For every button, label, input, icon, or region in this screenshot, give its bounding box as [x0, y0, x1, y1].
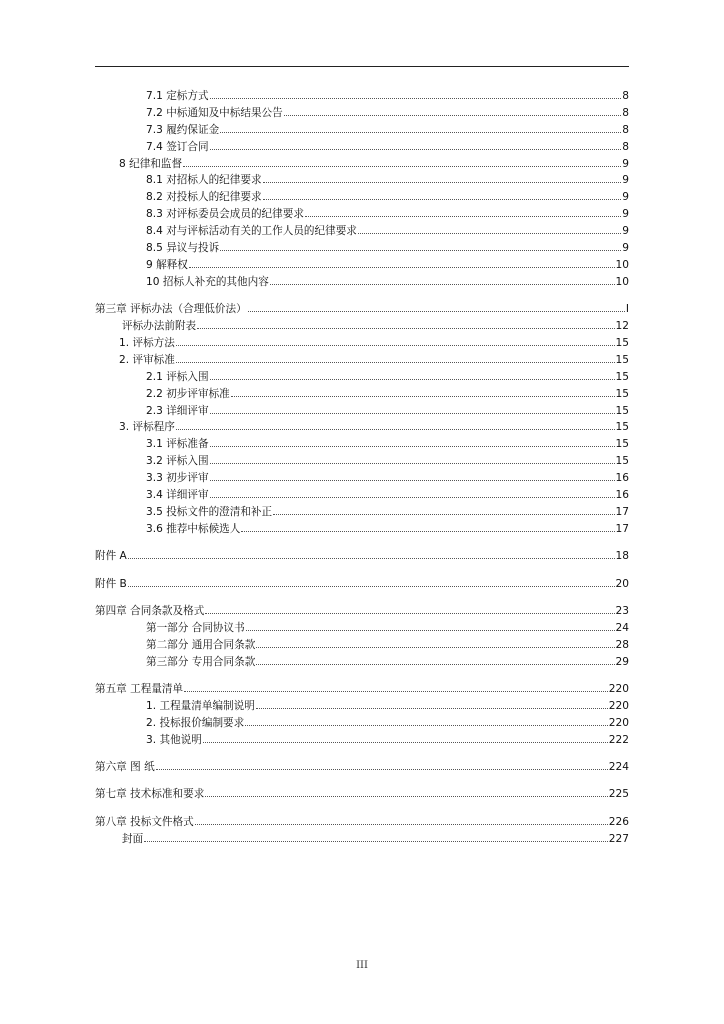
toc-entry-page: 16	[615, 472, 629, 485]
toc-entry[interactable]	[95, 504, 629, 521]
toc-entry-page: 17	[615, 522, 629, 535]
toc-entry-page: 9	[622, 174, 629, 187]
toc-entry[interactable]	[95, 206, 629, 223]
toc-entry-page: 28	[615, 638, 629, 651]
toc-entry-page: 9	[622, 242, 629, 255]
toc-entry-title: 评标办法前附表	[122, 320, 197, 333]
toc-entry-page: 8	[622, 140, 629, 153]
toc-entry-title: 2.2 初步评审标准	[146, 387, 230, 400]
toc-entry-title: 8.2 对投标人的纪律要求	[146, 191, 262, 204]
toc-entry[interactable]	[95, 335, 629, 352]
toc-entry[interactable]	[95, 470, 629, 487]
dot-leader	[220, 132, 621, 133]
toc-entry[interactable]	[95, 831, 629, 848]
toc-entry[interactable]	[95, 759, 629, 776]
toc-entry[interactable]	[95, 576, 629, 593]
toc-entry-page: 220	[608, 699, 629, 712]
toc-entry-title: 附件 B	[95, 577, 127, 590]
toc-entry-page: 15	[615, 421, 629, 434]
toc-entry-page: 15	[615, 404, 629, 417]
header-rule	[95, 66, 629, 67]
toc-entry-page: 15	[615, 370, 629, 383]
dot-leader	[144, 841, 608, 842]
toc-entry-page: 16	[615, 488, 629, 501]
toc-entry[interactable]	[95, 603, 629, 620]
toc-entry-page: 9	[622, 191, 629, 204]
toc-entry-title: 3. 其他说明	[146, 733, 202, 746]
dot-leader	[263, 182, 622, 183]
dot-leader	[246, 630, 615, 631]
dot-leader	[210, 497, 615, 498]
toc-entry-title: 7.2 中标通知及中标结果公告	[146, 106, 283, 119]
toc-entry-title: 9 解释权	[146, 258, 188, 271]
toc-entry-title: 2. 评审标准	[119, 353, 175, 366]
toc-entry-title: 3.5 投标文件的澄清和补正	[146, 505, 273, 518]
toc-entry[interactable]	[95, 403, 629, 420]
toc-entry-page: 8	[622, 123, 629, 136]
toc-entry-title: 8 纪律和监督	[119, 157, 183, 170]
toc-entry[interactable]	[95, 637, 629, 654]
toc-entry-page: 24	[615, 621, 629, 634]
toc-entry[interactable]	[95, 139, 629, 156]
toc-entry[interactable]	[95, 786, 629, 803]
dot-leader	[184, 691, 608, 692]
toc-entry-page: 9	[622, 157, 629, 170]
toc-entry-page: 9	[622, 208, 629, 221]
dot-leader	[210, 446, 615, 447]
dot-leader	[210, 379, 615, 380]
page-number: III	[356, 960, 368, 971]
dot-leader	[284, 115, 622, 116]
toc-entry-page: 18	[615, 550, 629, 563]
dot-leader	[128, 586, 615, 587]
toc-entry[interactable]	[95, 620, 629, 637]
toc-entry[interactable]	[95, 654, 629, 671]
toc-entry-title: 第八章 投标文件格式	[95, 815, 194, 828]
toc-entry[interactable]	[95, 732, 629, 749]
dot-leader	[176, 345, 615, 346]
dot-leader	[256, 647, 614, 648]
toc-entry[interactable]	[95, 301, 629, 318]
toc-entry-title: 第三部分 专用合同条款	[146, 655, 256, 668]
dot-leader	[205, 613, 614, 614]
toc-entry-page: 224	[608, 761, 629, 774]
dot-leader	[176, 429, 615, 430]
toc-entry-page: 10	[615, 258, 629, 271]
dot-leader	[128, 558, 615, 559]
dot-leader	[210, 98, 622, 99]
toc-entry[interactable]	[95, 318, 629, 335]
toc-entry-title: 第六章 图 纸	[95, 761, 155, 774]
toc-entry-title: 7.3 履约保证金	[146, 123, 220, 136]
toc-entry-title: 8.3 对评标委员会成员的纪律要求	[146, 208, 304, 221]
dot-leader	[210, 413, 615, 414]
toc-entry[interactable]	[95, 681, 629, 698]
toc-entry[interactable]	[95, 257, 629, 274]
table-of-contents	[95, 88, 629, 848]
toc-entry-page: 220	[608, 716, 629, 729]
dot-leader	[183, 166, 621, 167]
toc-entry-title: 第一部分 合同协议书	[146, 621, 245, 634]
toc-entry-title: 3. 评标程序	[119, 421, 175, 434]
toc-entry-page: 15	[615, 387, 629, 400]
toc-entry-page: 15	[615, 455, 629, 468]
toc-entry[interactable]	[95, 521, 629, 538]
toc-entry-title: 1. 评标方法	[119, 336, 175, 349]
dot-leader	[256, 664, 614, 665]
toc-entry[interactable]	[95, 88, 629, 105]
toc-entry[interactable]	[95, 189, 629, 206]
toc-entry-page: 8	[622, 106, 629, 119]
dot-leader	[305, 216, 621, 217]
toc-entry-title: 附件 A	[95, 550, 127, 563]
toc-entry-page: 17	[615, 505, 629, 518]
toc-entry-title: 8.4 对与评标活动有关的工作人员的纪律要求	[146, 225, 357, 238]
toc-entry[interactable]	[95, 453, 629, 470]
toc-entry-title: 8.1 对招标人的纪律要求	[146, 174, 262, 187]
toc-entry-title: 2.3 详细评审	[146, 404, 209, 417]
toc-entry-title: 封面	[122, 832, 144, 845]
toc-entry-title: 3.1 评标准备	[146, 438, 209, 451]
dot-leader	[241, 531, 614, 532]
toc-entry-title: 2.1 评标入围	[146, 370, 209, 383]
toc-entry[interactable]	[95, 156, 629, 173]
dot-leader	[189, 267, 615, 268]
toc-entry-page: 23	[615, 604, 629, 617]
toc-entry[interactable]	[95, 223, 629, 240]
dot-leader	[273, 514, 614, 515]
toc-entry-title: 第二部分 通用合同条款	[146, 638, 256, 651]
toc-entry-page: 29	[615, 655, 629, 668]
toc-entry-title: 3.2 评标入围	[146, 455, 209, 468]
toc-entry-title: 第三章 评标办法（合理低价法）	[95, 303, 247, 316]
toc-entry-title: 10 招标人补充的其他内容	[146, 275, 269, 288]
toc-entry-page: 220	[608, 683, 629, 695]
toc-entry-page: 225	[608, 788, 629, 801]
toc-entry[interactable]	[95, 122, 629, 139]
toc-entry-title: 2. 投标报价编制要求	[146, 716, 245, 729]
toc-entry-page: I	[625, 303, 629, 316]
toc-entry-page: 15	[615, 353, 629, 366]
dot-leader	[245, 725, 608, 726]
toc-entry[interactable]	[95, 487, 629, 504]
toc-entry-title: 第五章 工程量清单	[95, 683, 184, 695]
toc-entry[interactable]	[95, 274, 629, 291]
toc-entry[interactable]	[95, 105, 629, 122]
toc-entry[interactable]	[95, 814, 629, 831]
toc-entry-title: 8.5 异议与投诉	[146, 242, 220, 255]
dot-leader	[231, 396, 615, 397]
toc-entry-title: 第四章 合同条款及格式	[95, 604, 205, 617]
toc-entry-title: 7.1 定标方式	[146, 90, 209, 102]
dot-leader	[156, 769, 608, 770]
dot-leader	[210, 149, 622, 150]
toc-entry-page: 15	[615, 438, 629, 451]
toc-entry-page: 10	[615, 275, 629, 288]
dot-leader	[176, 362, 615, 363]
dot-leader	[220, 250, 621, 251]
toc-entry[interactable]	[95, 419, 629, 436]
toc-entry-title: 3.4 详细评审	[146, 488, 209, 501]
toc-entry-title: 3.3 初步评审	[146, 472, 209, 485]
toc-entry-page: 8	[622, 90, 629, 102]
toc-entry[interactable]	[95, 548, 629, 565]
toc-entry-title: 3.6 推荐中标候选人	[146, 522, 241, 535]
toc-entry[interactable]	[95, 698, 629, 715]
toc-entry[interactable]	[95, 369, 629, 386]
toc-entry[interactable]	[95, 240, 629, 257]
toc-entry-title: 7.4 签订合同	[146, 140, 209, 153]
toc-entry-page: 12	[615, 320, 629, 333]
dot-leader	[205, 796, 607, 797]
toc-entry-title: 1. 工程量清单编制说明	[146, 699, 255, 712]
dot-leader	[210, 480, 615, 481]
dot-leader	[256, 708, 608, 709]
dot-leader	[197, 328, 614, 329]
toc-entry-page: 20	[615, 577, 629, 590]
toc-entry[interactable]	[95, 172, 629, 189]
toc-entry-page: 222	[608, 733, 629, 746]
toc-entry-page: 15	[615, 336, 629, 349]
toc-entry-page: 227	[608, 832, 629, 845]
dot-leader	[203, 742, 608, 743]
toc-entry-page: 226	[608, 815, 629, 828]
dot-leader	[270, 284, 615, 285]
dot-leader	[248, 311, 625, 312]
toc-entry[interactable]	[95, 715, 629, 732]
toc-entry[interactable]	[95, 386, 629, 403]
toc-entry-title: 第七章 技术标准和要求	[95, 788, 205, 801]
toc-entry[interactable]	[95, 352, 629, 369]
dot-leader	[195, 824, 608, 825]
toc-entry-page: 9	[622, 225, 629, 238]
dot-leader	[263, 199, 622, 200]
toc-entry[interactable]	[95, 436, 629, 453]
dot-leader	[210, 463, 615, 464]
dot-leader	[358, 233, 621, 234]
